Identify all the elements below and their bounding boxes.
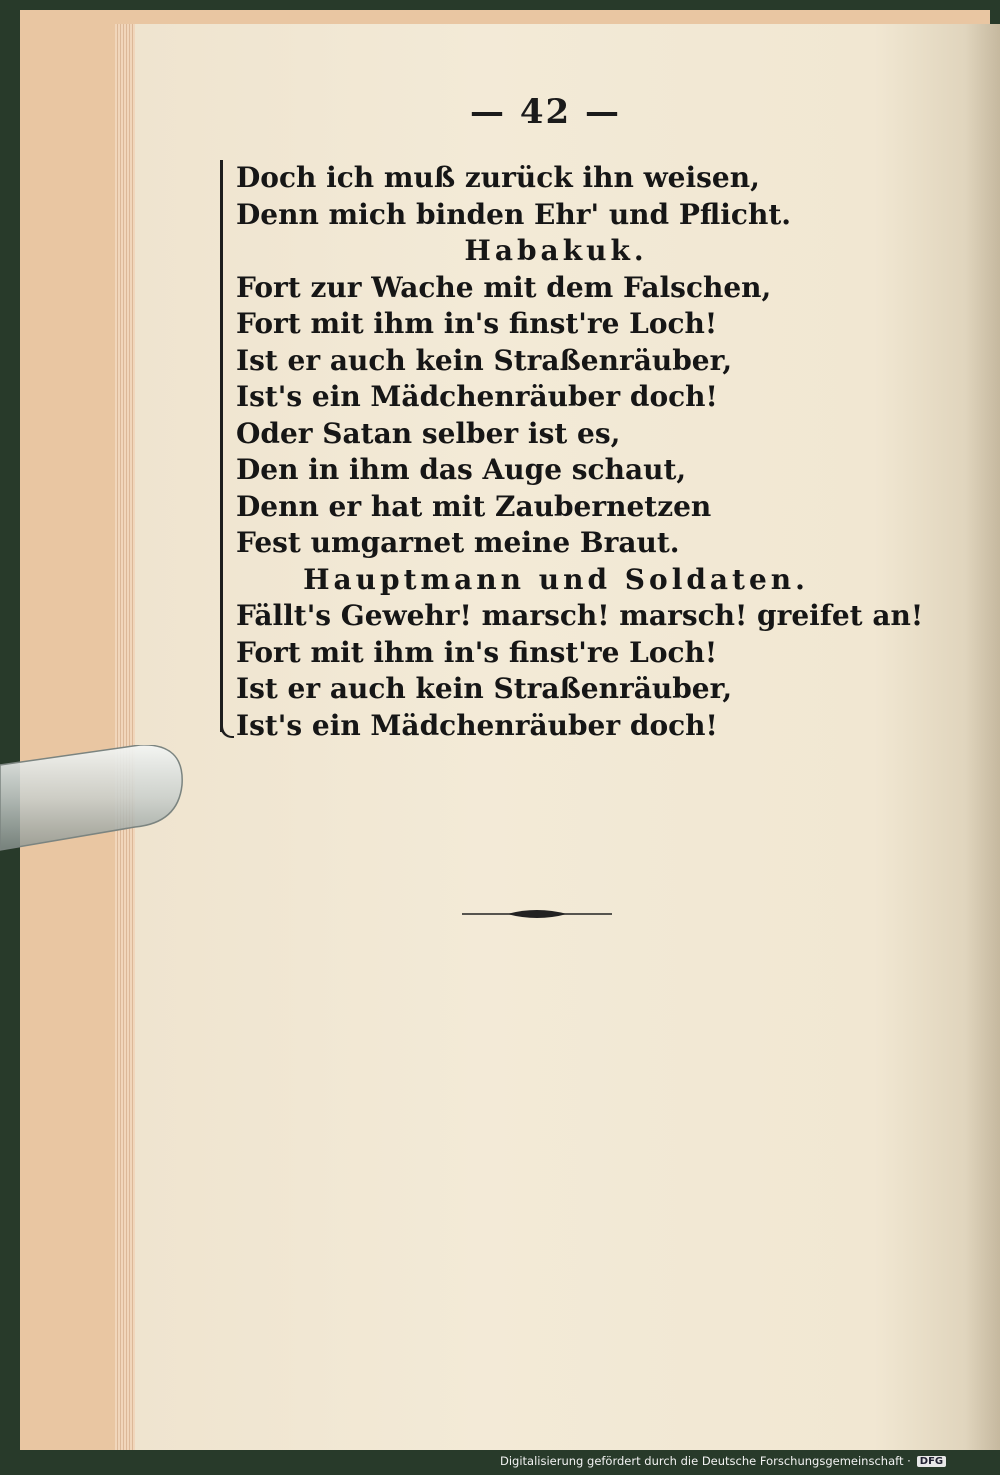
speaker-name: Habakuk. — [464, 234, 648, 267]
ornament-divider — [462, 904, 612, 924]
page-gutter-shadow — [965, 24, 1000, 1450]
verse-line: Denn er hat mit Zaubernetzen — [236, 489, 712, 523]
verse-line: Denn mich binden Ehr' und Pflicht. — [236, 197, 791, 231]
page-number: — 42 — — [470, 92, 621, 132]
verse-bracket — [220, 160, 223, 732]
verse-line: Den in ihm das Auge schaut, — [236, 453, 687, 486]
verse-line: Ist's ein Mädchenräuber doch! — [236, 708, 718, 742]
verse-line: Ist er auch kein Straßenräuber, — [236, 672, 733, 705]
verse-line: Fest umgarnet meine Braut. — [236, 526, 680, 559]
verse-line: Fort zur Wache mit dem Falschen, — [236, 270, 772, 304]
page-edges — [115, 24, 135, 1450]
verse-line: Fort mit ihm in's finst're Loch! — [236, 635, 718, 669]
verse-line: Doch ich muß zurück ihn weisen, — [236, 161, 760, 194]
verse-block — [236, 160, 924, 744]
verse-line: Fällt's Gewehr! marsch! marsch! greifet an! — [236, 599, 924, 632]
digitization-footer — [500, 1452, 980, 1470]
verse-line: Oder Satan selber ist es, — [236, 416, 621, 450]
speaker-name: Hauptmann und Soldaten. — [303, 562, 809, 596]
footer-text: Digitalisierung gefördert durch die Deutsche Forschungsgemeinschaft · — [500, 1454, 911, 1468]
verse-line: Ist's ein Mädchenräuber doch! — [236, 380, 718, 413]
verse-line: Ist er auch kein Straßenräuber, — [236, 343, 733, 377]
verse-line: Fort mit ihm in's finst're Loch! — [236, 307, 718, 340]
transparent-bookmark — [0, 745, 190, 855]
dfg-logo: DFG — [917, 1456, 946, 1467]
